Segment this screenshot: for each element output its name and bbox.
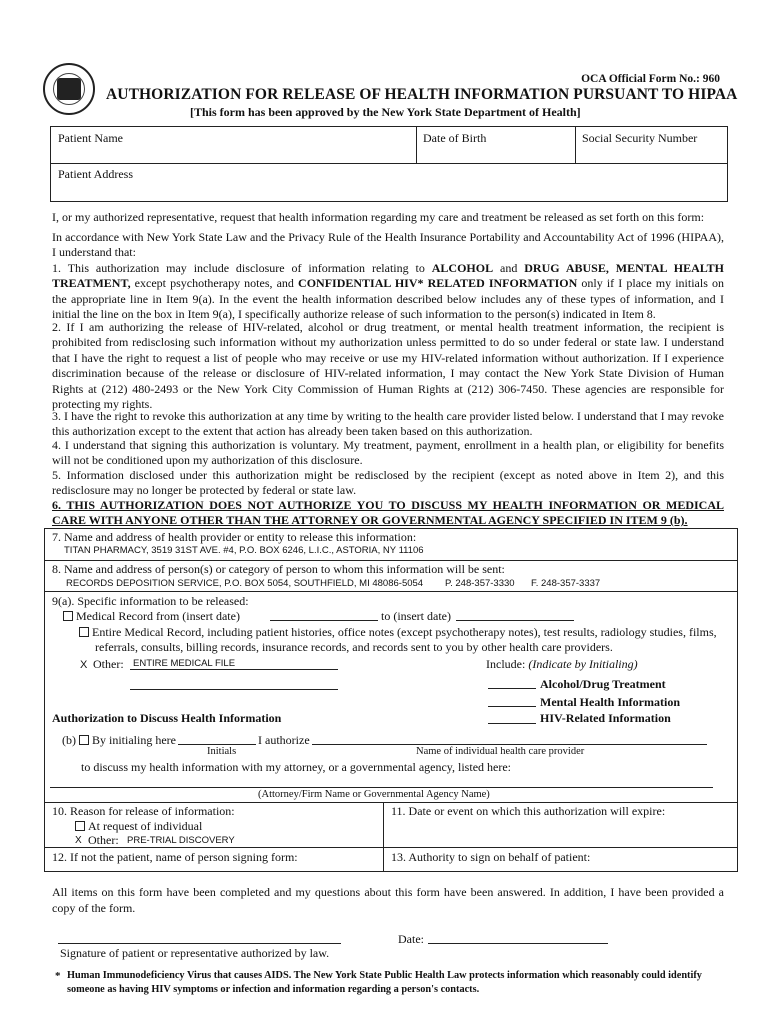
provider-name-line[interactable] xyxy=(312,744,707,745)
item-8-label: 8. Name and address of person(s) or category of person to whom this information will be sent: xyxy=(52,562,505,576)
item-8-recipient[interactable]: RECORDS DEPOSITION SERVICE, P.O. BOX 5054, SOUTHFIELD, MI 48086-5054 xyxy=(66,578,424,589)
other-label: Other: xyxy=(93,657,124,671)
reason-other-label: Other: xyxy=(88,833,119,847)
item-9a-label: 9(a). Specific information to be released: xyxy=(52,594,249,608)
item-11-label[interactable]: 11. Date or event on which this authorization will expire: xyxy=(391,804,666,818)
signature-caption: Signature of patient or representative authorized by law. xyxy=(60,946,330,960)
hiv-option: HIV-Related Information xyxy=(540,711,671,725)
date-of-birth-field[interactable]: Date of Birth xyxy=(423,131,487,145)
intro-line-1: I, or my authorized representative, request that health information regarding my care and treatment be released as set forth on this form: xyxy=(52,210,705,224)
entire-record-checkbox[interactable] xyxy=(79,627,89,637)
item-7-value[interactable]: TITAN PHARMACY, 3519 31ST AVE. #4, P.O. BOX 6246, L.I.C., ASTORIA, NY 11106 xyxy=(64,545,424,556)
other-value[interactable]: ENTIRE MEDICAL FILE xyxy=(133,658,236,669)
date-line[interactable] xyxy=(428,943,608,944)
provider-caption: Name of individual health care provider xyxy=(416,746,585,757)
alcohol-drug-option: Alcohol/Drug Treatment xyxy=(540,677,666,691)
hiv-initial-line[interactable] xyxy=(488,723,536,724)
item-12-label[interactable]: 12. If not the patient, name of person signing form: xyxy=(52,850,298,864)
item-9b-initials-line[interactable] xyxy=(178,744,256,745)
date-label: Date: xyxy=(398,932,424,946)
completion-statement: All items on this form have been completed and my questions about this form have been answered. In addition, I have been provided a copy of the form. xyxy=(52,885,724,915)
patient-address-field[interactable]: Patient Address xyxy=(58,167,133,181)
form-title: AUTHORIZATION FOR RELEASE OF HEALTH INFORMATION PURSUANT TO HIPAA xyxy=(106,86,738,103)
signature-line[interactable] xyxy=(58,943,341,944)
item-7-label: 7. Name and address of health provider or entity to release this information: xyxy=(52,530,417,544)
discuss-line: to discuss my health information with my attorney, or a governmental agency, listed here: xyxy=(81,760,511,774)
patient-name-field[interactable]: Patient Name xyxy=(58,131,123,145)
discuss-heading: Authorization to Discuss Health Information xyxy=(52,711,282,725)
at-request-option: At request of individual xyxy=(75,819,202,834)
form-subtitle: [This form has been approved by the New York State Department of Health] xyxy=(190,105,581,119)
item-9b-checkbox[interactable] xyxy=(79,735,89,745)
ssn-field[interactable]: Social Security Number xyxy=(582,131,698,145)
attorney-name-line[interactable] xyxy=(50,787,713,788)
intro-line-2: In accordance with New York State Law and the Privacy Rule of the Health Insurance Portability and Accountability Act of 1996 (HIPAA), I understand that: xyxy=(52,230,724,260)
item-3: 3. I have the right to revoke this authorization at any time by writing to the health care provider listed below. I understand that I may revoke this authorization except to the extent that action has already been taken based on this authorization. xyxy=(52,409,724,439)
attorney-caption: (Attorney/Firm Name or Governmental Agency Name) xyxy=(258,789,490,800)
item-6: 6. THIS AUTHORIZATION DOES NOT AUTHORIZE YOU TO DISCUSS MY HEALTH INFORMATION OR MEDICAL CARE WITH ANYONE OTHER THAN THE ATTORNEY OR GOVERNMENTAL AGENCY SPECIFIED IN ITEM 9 (b). xyxy=(52,498,724,528)
include-label: Include: (Indicate by Initialing) xyxy=(486,657,638,671)
reason-other-mark: X xyxy=(75,835,82,846)
item-5: 5. Information disclosed under this authorization might be redisclosed by the recipient (except as noted above in Item 2), and this redisclosure may no longer be protected by federal or state law. xyxy=(52,468,724,498)
form-number: OCA Official Form No.: 960 xyxy=(581,73,720,85)
item-9b-initial-text: (b) By initialing here xyxy=(62,733,176,747)
medical-record-range: Medical Record from (insert date) xyxy=(63,609,240,624)
item-4: 4. I understand that signing this authorization is voluntary. My treatment, payment, enrollment in a health plan, or eligibility for benefits will not be conditioned upon my authorization of this disclosure. xyxy=(52,438,724,468)
at-request-checkbox[interactable] xyxy=(75,821,85,831)
mental-health-option: Mental Health Information xyxy=(540,695,680,709)
item-13-label[interactable]: 13. Authority to sign on behalf of patient: xyxy=(391,850,591,864)
reason-other-value[interactable]: PRE-TRIAL DISCOVERY xyxy=(127,835,235,846)
mental-initial-line[interactable] xyxy=(488,706,536,707)
other-mark: X xyxy=(80,659,88,671)
from-date-line[interactable] xyxy=(270,620,378,621)
entire-medical-record-option: Entire Medical Record, including patient histories, office notes (except psychotherapy notes), test results, radiology studies, films, referrals, consults, billing records, insurance records, and records sent to you by other health care providers. xyxy=(79,625,729,655)
item-1: 1. This authorization may include disclosure of information relating to ALCOHOL and DRUG ABUSE, MENTAL HEALTH TREATMENT, except psychotherapy notes, and CONFIDENTIAL HIV* RELATED INFORMATION only if I place my initials on the appropriate line in Item 9(a). In the event the health information described below includes any of these types of information, and I initial the line on the box in Item 9(a), I specifically authorize release of such information to the person(s) indicated in Item 8. xyxy=(52,261,725,322)
alcohol-initial-line[interactable] xyxy=(488,688,536,689)
to-date-label: to (insert date) xyxy=(381,609,451,623)
medical-record-checkbox[interactable] xyxy=(63,611,73,621)
item-8-phone[interactable]: P. 248-357-3330 xyxy=(445,578,515,589)
other-line-2[interactable] xyxy=(130,689,338,690)
initials-caption: Initials xyxy=(207,746,237,757)
item-8-fax[interactable]: F. 248-357-3337 xyxy=(531,578,601,589)
item-2: 2. If I am authorizing the release of HIV-related, alcohol or drug treatment, or mental health treatment information, the recipient is prohibited from redisclosing such information without my authorization unless permitted to do so under federal or state law. I understand that I have the right to request a list of people who may receive or use my HIV-related information without authorization. If I experience discrimination because of the release or disclosure of HIV-related information, I may contact the New York State Division of Human Rights at (212) 480-2493 or the New York City Commission of Human Rights at (212) 306-7450. These agencies are responsible for protecting my rights. xyxy=(52,320,724,412)
state-seal-icon xyxy=(43,63,95,115)
item-10-label: 10. Reason for release of information: xyxy=(52,804,235,818)
to-date-line[interactable] xyxy=(456,620,574,621)
i-authorize-label: I authorize xyxy=(258,733,310,747)
footnote-star: * xyxy=(55,970,61,982)
footnote: Human Immunodeficiency Virus that causes AIDS. The New York State Public Health Law protects information which reasonably could identify someone as having HIV symptoms or infection and information regarding a person's contacts. xyxy=(67,970,702,995)
